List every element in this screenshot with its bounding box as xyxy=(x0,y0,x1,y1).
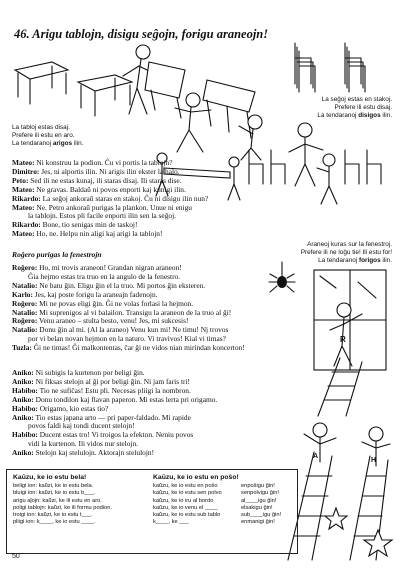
svg-text:H: H xyxy=(371,457,377,464)
tables-caption-prefix: La tendaranoj xyxy=(12,140,53,147)
chairs-caption-verb: disigos xyxy=(358,112,381,119)
vocabulary-entry: al____igu ĝin! xyxy=(241,497,277,504)
svg-text:A: A xyxy=(313,453,319,460)
line-text: Sed ili ne estas kunaj, ili staras disaj. Ili staras dise. xyxy=(28,175,182,185)
speaker: Mateo: xyxy=(12,229,35,239)
line-text: vidi la kurtenon. Ili vidos nur stelojn. xyxy=(28,439,139,449)
line-text: Donu tondilon kaj flavan paperon. Mi estas lerta pri origamo. xyxy=(33,394,218,404)
vocabulary-right-column xyxy=(153,474,295,526)
speaker: Habibo: xyxy=(12,430,38,440)
chairs-caption-suffix: ilin. xyxy=(380,112,392,119)
vocabulary-entry: k____, ke ___ xyxy=(153,519,189,526)
spider-caption-suffix: ilin. xyxy=(380,257,392,264)
line-text: La seĝoj ankoraŭ staras en stakoj. Ĉu ni disigu ilin nun? xyxy=(40,193,209,203)
vocabulary-entry: poligi tablojn: kaŭzi, ke ili formu podion. xyxy=(13,504,112,511)
speaker: Rikardo: xyxy=(12,193,41,203)
speaker: Habibo: xyxy=(12,403,38,413)
vocabulary-entry: arigu aĵojn: kaŭzi, ke ili estu en aro. xyxy=(13,497,102,504)
speaker: Mateo: xyxy=(12,184,35,194)
tables-caption-line-3 xyxy=(12,140,132,148)
line-text: Ni fiksas stelojn al ĝi por beligi ĝin. Ni jam faris tri! xyxy=(33,376,190,386)
vocabulary-entry: sub____igu ĝin! xyxy=(241,512,282,519)
chairs-caption xyxy=(252,96,392,120)
speaker: Aniko: xyxy=(12,376,34,386)
chairs-caption-line-2: Prefere ili estu disaj. xyxy=(334,104,392,111)
vocabulary-right-verbs xyxy=(241,483,281,526)
vocabulary-box xyxy=(6,469,298,554)
line-text: Jes, kaj poste forigu la araneajn fadenojn. xyxy=(32,289,158,299)
page-number: 50 xyxy=(12,553,20,560)
speaker: Roĝero: xyxy=(12,316,38,326)
stacked-chairs-illustration xyxy=(285,38,395,98)
chairs-caption-line-1: La seĝoj estas en stakoj. xyxy=(321,96,392,103)
vocabulary-entry: kaŭzu, ke io estu en poŝo xyxy=(153,483,218,490)
vocabulary-entry: senpolvigu ĝin! xyxy=(241,490,279,497)
speaker: Mateo: xyxy=(12,202,35,212)
line-text: Ho, ne. Helpu nin aligi kaj arigi la tablojn! xyxy=(34,229,163,239)
line-text: Ho, mi trovis araneon! Grandan nigran araneon! xyxy=(37,263,182,272)
window-ladder-illustration xyxy=(300,266,395,416)
chairs-caption-prefix: La tendaranoj xyxy=(317,112,359,119)
tables-caption-verb: arigos xyxy=(52,140,73,147)
tables-caption-suffix: ilin. xyxy=(72,140,84,147)
speaker: Roĝero: xyxy=(12,263,38,272)
vocabulary-entry: kaŭzu, ke io iru al bordo xyxy=(153,497,214,504)
vocabulary-entry: troigi ion: kaŭzi, ke io estu t___. xyxy=(13,512,93,519)
line-text: por vi belan novan hejmon en la naturo. Vi travivos! Kial vi timas? xyxy=(28,334,226,344)
speaker: Mateo: xyxy=(12,158,35,167)
line-text: Origamo, kio estas tio? xyxy=(37,403,109,413)
speaker: Aniko: xyxy=(12,448,34,458)
line-text: Ne batu ĝin. Eligu ĝin el la truo. Mi portos ĝin eksteren. xyxy=(37,280,206,290)
vocabulary-entry: kaŭzu, ke io estu sub tablo xyxy=(153,512,221,519)
speaker: Dimitro: xyxy=(12,166,40,176)
line-text: Venu araneo – stulta besto, venu! Jes, mi sukcesis! xyxy=(37,316,189,326)
speaker: Aniko: xyxy=(12,368,34,377)
line-text: Ne gravas. Baldaŭ ni povos enporti kaj kunigi ilin. xyxy=(34,184,186,194)
line-text: Mi suprenigos al vi balailon. Transigu la araneon de la truo al ĝi! xyxy=(37,307,232,317)
dialog-curtain xyxy=(12,369,272,458)
speaker: Roĝero: xyxy=(12,298,38,308)
vocabulary-entry: kaŭzu, ke io estu sen polvo xyxy=(153,490,222,497)
line-text: Jes, ni alportis ilin. Ni arigis ilin ekster la halo. xyxy=(39,166,180,176)
vocabulary-entry: bluigi ion: kaŭzi, ke io estu b___. xyxy=(13,490,96,497)
vocabulary-left-heading: Kaŭzu, ke io estu bela! xyxy=(13,474,87,481)
spider-caption-prefix: La tendaranoj xyxy=(318,257,359,264)
vocabulary-entry: enmanigi ĝin! xyxy=(241,519,275,526)
line-text: povos faldi kaj tondi ducent stelojn! xyxy=(28,421,135,431)
speaker: Rikardo: xyxy=(12,220,41,230)
vocabulary-entry: elsakigu ĝin! xyxy=(241,504,273,511)
dialog-spider xyxy=(12,264,312,353)
tables-caption xyxy=(12,124,132,148)
speaker: Karlo: xyxy=(12,289,33,299)
line-text: Donu ĝin al mi. (Al la araneo) Venu kun mi! Ne timu! Nj trovos xyxy=(37,325,229,335)
line-text: Ni subigis la kurtenon por beligi ĝin. xyxy=(33,368,145,377)
svg-text:R: R xyxy=(340,335,346,344)
vocabulary-entry: pliigi ion: k____, ke io estu ____. xyxy=(13,519,96,526)
dialog-line xyxy=(12,230,302,239)
dialog-tables xyxy=(12,159,302,239)
speaker: Natalio: xyxy=(12,307,38,317)
speaker: Aniko: xyxy=(12,412,34,422)
line-text: Tio estas japana arto — pri paper-faldado. Mi rapide xyxy=(33,412,191,422)
line-text: Mi ne povas eligi ĝin. Ĝi ne volas forlasi la hejmon. xyxy=(37,298,194,308)
line-text: Bone, tio senigas min de taskoj! xyxy=(40,220,138,230)
dialog-line xyxy=(12,449,272,458)
vocabulary-left-column xyxy=(13,474,143,526)
spider-caption xyxy=(242,241,392,265)
section-subheading: Roĝero purigas la fenestrojn xyxy=(12,250,102,259)
chairs-caption-line-3 xyxy=(252,112,392,120)
speaker: Aniko: xyxy=(12,394,34,404)
spider-caption-verb: forigos xyxy=(358,257,381,264)
tables-caption-line-2: Prefere ili estu en aro. xyxy=(12,132,75,139)
line-text: Ĝi ne timas! Ĝi malkontentas, ĉar ĝi ne vidos nian mirindan koncerton! xyxy=(31,343,245,353)
tables-caption-line-1: La tabloj estas disaj. xyxy=(12,124,70,131)
vocabulary-entry: beligi ion: kaŭzi, ke io estu bela. xyxy=(13,483,94,490)
speaker: Natalio: xyxy=(12,325,38,335)
line-text: Ducent estas tro! Vi troigos la efekton. Neniu povos xyxy=(37,430,194,440)
line-text: Tio ne sufiĉas! Estu pli. Necesas pliigi la nombron. xyxy=(37,385,191,395)
speaker: Habibo: xyxy=(12,385,38,395)
line-text: Ĝia hejmo estas tra truo en la angulo de la fenestro. xyxy=(28,271,181,281)
line-text: la tablojn. Estos pli facile enporti ilin sen la seĝoj. xyxy=(28,211,176,221)
speaker: Natalio: xyxy=(12,280,38,290)
dialog-line xyxy=(12,344,312,353)
speaker: Peto: xyxy=(12,175,29,185)
vocabulary-right-heading: Kaŭzu, ke io estu en poŝo! xyxy=(153,474,239,481)
vocabulary-right-causes xyxy=(153,483,241,526)
page-title: 46. Arigu tablojn, disigu seĝojn, forigu araneojn! xyxy=(14,27,269,41)
spider-caption-line-1: Araneoj kuras sur la fenestroj. xyxy=(307,241,392,248)
speaker: Tuzla: xyxy=(12,343,32,353)
spider-caption-line-2: Prefere ili ne loĝu tie! Ili estu for! xyxy=(300,249,392,256)
line-text: Stelojn kaj stelulojn. Aktorajn stelulojn! xyxy=(33,448,155,458)
vocabulary-entry: kaŭzu, ke io venu el ____ xyxy=(153,504,218,511)
vocabulary-right-table xyxy=(153,483,295,526)
vocabulary-entry: enpoŝigu ĝin! xyxy=(241,483,275,490)
line-text: Ni konstruu la podion. Ĉu vi portis la tablojn? xyxy=(34,158,173,167)
line-text: Ne. Petro ankoraŭ purigas la plankon. Unue ni enigu xyxy=(34,202,193,212)
